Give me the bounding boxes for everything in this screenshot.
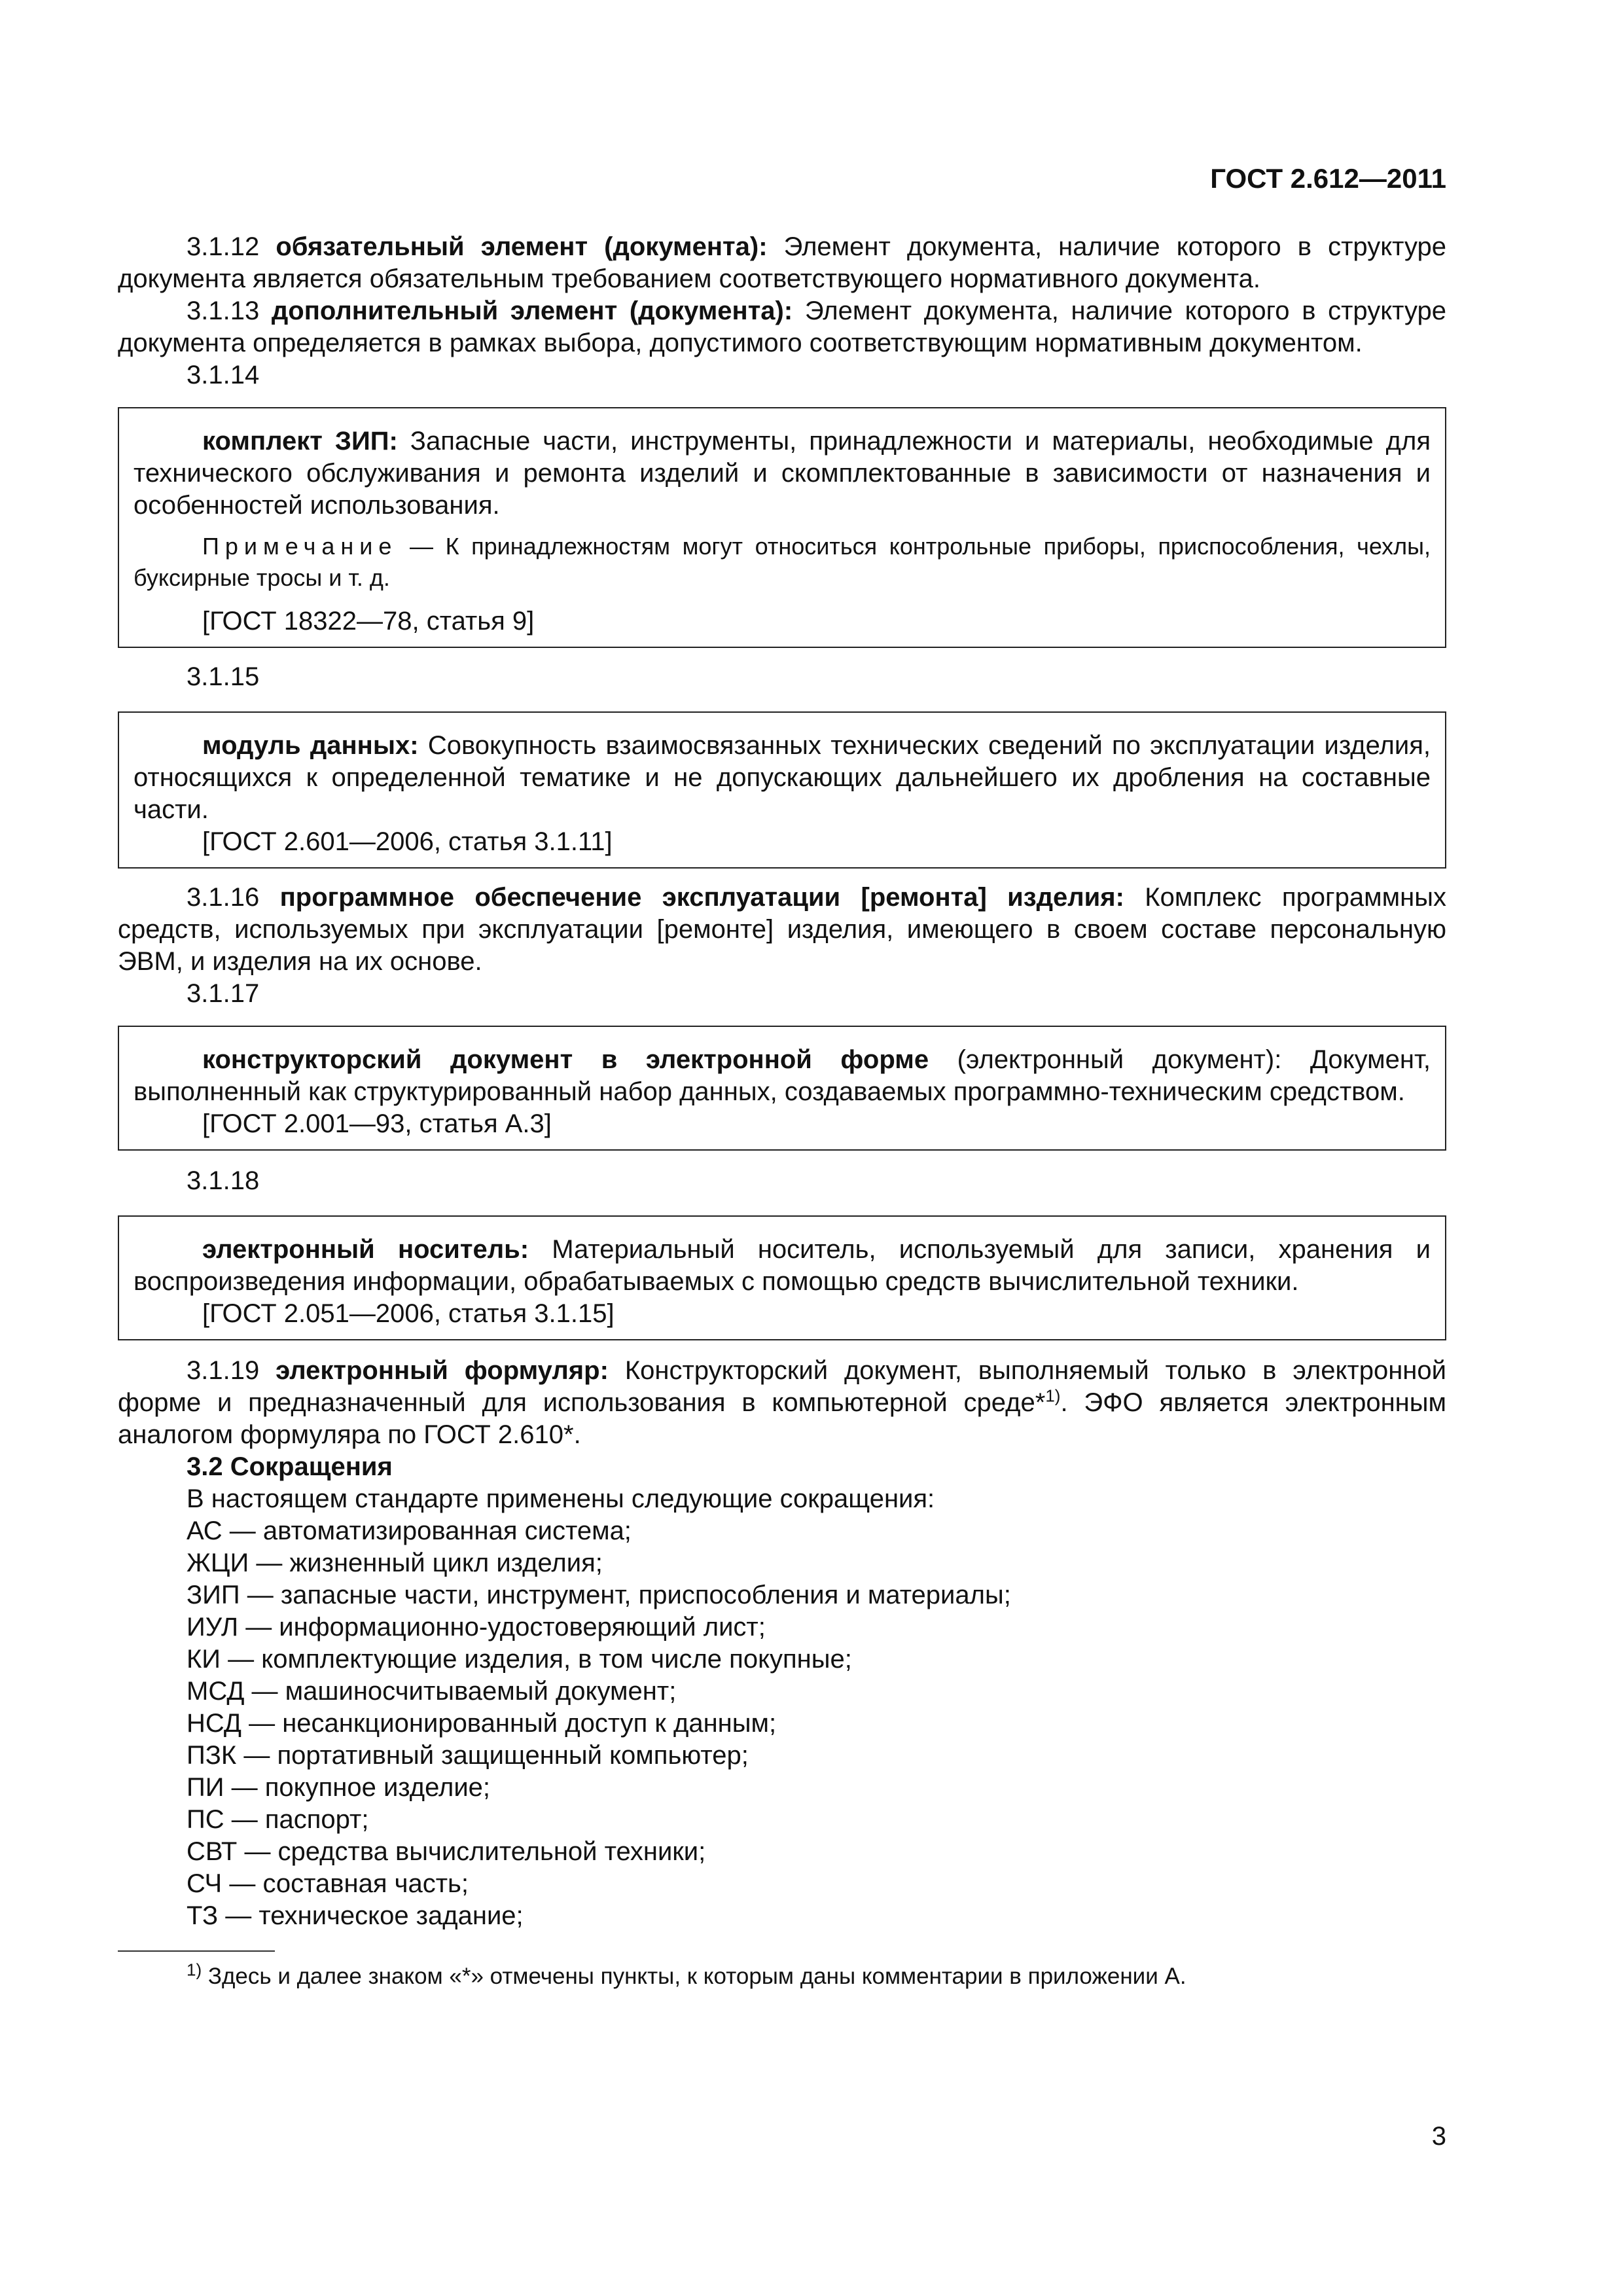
term-qualifier: (электронный документ): (929, 1045, 1282, 1074)
list-item: ЖЦИ — жизненный цикл изделия; (187, 1549, 603, 1577)
footnote-mark: 1) (187, 1960, 202, 1980)
footnote (118, 1961, 1446, 1992)
definition-paragraph (134, 425, 1431, 522)
term: комплект ЗИП: (202, 427, 398, 456)
list-item: СВТ — средства вычислительной техники; (187, 1837, 706, 1866)
footnote-text: Здесь и далее знаком «*» отмечены пункты, к которым даны комментарии в приложении А. (202, 1964, 1186, 1989)
definition-box-3-1-15 (118, 711, 1446, 869)
definition-paragraph (134, 730, 1431, 826)
list-item: НСД — несанкционированный доступ к данным; (187, 1709, 777, 1738)
body-content (118, 231, 1446, 1992)
clause-number: 3.1.16 (187, 883, 260, 912)
list-item: ПЗК — портативный защищенный компьютер; (187, 1741, 749, 1770)
list-item: ИУЛ — информационно-удостоверяющий лист; (187, 1613, 766, 1641)
definition: Элемент документа, наличие которого в структуре документа определяется в рамках выбора, допустимого соответствующим нормативным документом. (118, 296, 1446, 357)
definition-paragraph (134, 1234, 1431, 1298)
clause-3-1-16 (118, 882, 1446, 978)
definition-part-b: . ЭФО является электронным аналогом формуляра по ГОСТ 2.610*. (118, 1388, 1447, 1449)
section-heading: 3.2 Сокращения (187, 1452, 393, 1481)
clause-3-1-19 (118, 1355, 1446, 1451)
definition: Запасные части, инструменты, принадлежности и материалы, необходимые для технического обслуживания и ремонта изделий и скомплектованные в зависимости от назначения и особенностей использования. (134, 427, 1431, 520)
clause-number: 3.1.13 (187, 296, 260, 325)
clause-number: 3.1.12 (187, 232, 260, 261)
term: электронный носитель: (202, 1235, 529, 1264)
definition-paragraph (134, 1044, 1431, 1108)
definition: Комплекс программных средств, используемых при эксплуатации [ремонте] изделия, имеющего в своем составе персональную ЭВМ, и изделия на их основе. (118, 883, 1446, 976)
note-text: — К принадлежностям могут относиться контрольные приборы, приспособления, чехлы, буксирные тросы и т. д. (134, 533, 1431, 591)
list-item: КИ — комплектующие изделия, в том числе покупные; (187, 1645, 852, 1674)
list-item: ПИ — покупное изделие; (187, 1773, 491, 1802)
clause-number-3-1-18: 3.1.18 (187, 1166, 260, 1195)
clause-number: 3.1.19 (187, 1356, 260, 1385)
list-item: ТЗ — техническое задание; (187, 1901, 524, 1930)
clause-number-3-1-14: 3.1.14 (187, 361, 260, 389)
definition: Документ, выполненный как структурированный набор данных, создаваемых программно-техническим средством. (134, 1045, 1431, 1106)
definition-part-a: Конструкторский документ, выполняемый только в электронной форме и предназначенный для использования в компьютерной среде* (118, 1356, 1446, 1417)
list-item: СЧ — составная часть; (187, 1869, 469, 1898)
clause-3-1-13 (118, 295, 1446, 359)
term: модуль данных: (202, 731, 419, 760)
source-reference: [ГОСТ 18322—78, статья 9] (202, 607, 535, 636)
footnote-ref: 1) (1045, 1386, 1061, 1406)
definition-box-3-1-17 (118, 1026, 1446, 1151)
note (134, 531, 1431, 594)
term: программное обеспечение эксплуатации [ремонта] изделия: (279, 883, 1124, 912)
term: дополнительный элемент (документа): (271, 296, 793, 325)
clause-number-3-1-17: 3.1.17 (187, 979, 260, 1008)
term: обязательный элемент (документа): (276, 232, 768, 261)
list-item: МСД — машиносчитываемый документ; (187, 1677, 677, 1706)
term: конструкторский документ в электронной форме (202, 1045, 929, 1074)
definition: Элемент документа, наличие которого в структуре документа является обязательным требованием соответствующего нормативного документа. (118, 232, 1446, 293)
source-reference: [ГОСТ 2.001—93, статья А.3] (202, 1109, 552, 1138)
footnote-rule (118, 1950, 275, 1952)
note-label: Примечание (202, 533, 398, 560)
definition-box-3-1-14 (118, 407, 1446, 648)
clause-number-3-1-15: 3.1.15 (187, 662, 260, 691)
source-reference: [ГОСТ 2.051—2006, статья 3.1.15] (202, 1299, 615, 1328)
source-reference: [ГОСТ 2.601—2006, статья 3.1.11] (202, 827, 613, 856)
definition-box-3-1-18 (118, 1215, 1446, 1340)
term: электронный формуляр: (276, 1356, 609, 1385)
clause-3-1-12 (118, 231, 1446, 295)
abbreviations-intro: В настоящем стандарте применены следующие сокращения: (187, 1484, 935, 1513)
document-code: ГОСТ 2.612—2011 (1210, 163, 1446, 194)
list-item: АС — автоматизированная система; (187, 1516, 632, 1545)
page-number: 3 (1431, 2122, 1446, 2151)
list-item: ПС — паспорт; (187, 1805, 369, 1834)
definition: Совокупность взаимосвязанных технических сведений по эксплуатации изделия, относящихся к определенной тематике и не допускающих дальнейшего их дробления на составные части. (134, 731, 1431, 824)
abbreviations-list (118, 1515, 1446, 1932)
list-item: ЗИП — запасные части, инструмент, приспособления и материалы; (187, 1581, 1011, 1609)
definition: Материальный носитель, используемый для записи, хранения и воспроизведения информации, обрабатываемых с помощью средств вычислительной техники. (134, 1235, 1431, 1296)
